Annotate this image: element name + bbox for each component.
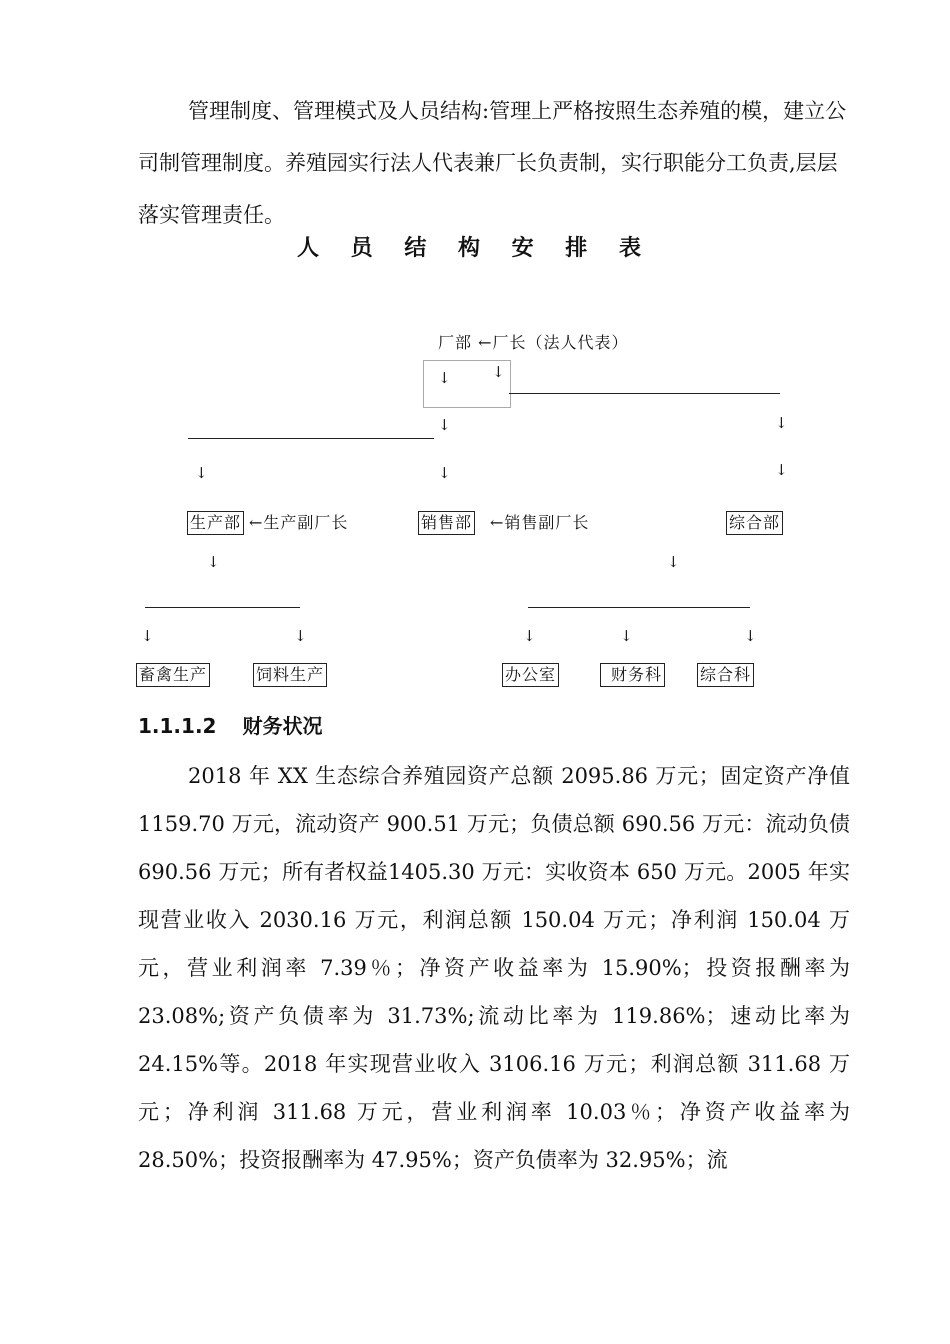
connector-line: [188, 438, 434, 439]
arrow-down-icon: ↓: [438, 464, 451, 482]
arrow-down-icon: ↓: [523, 627, 536, 645]
livestock-unit-box: 畜禽生产: [136, 663, 210, 687]
arrow-down-icon: ↓: [775, 461, 788, 479]
arrow-down-icon: ↓: [294, 627, 307, 645]
general-section-box: 综合科: [697, 663, 754, 687]
production-head-label: ←生产副厂长: [249, 513, 349, 532]
chart-title: 人 员 结 构 安 排 表: [297, 236, 653, 261]
arrow-down-icon: ↓: [438, 369, 451, 387]
arrow-down-icon: ↓: [744, 627, 757, 645]
sales-head-label: ←销售副厂长: [490, 513, 590, 532]
sales-dept-box: 销售部: [418, 511, 475, 535]
arrow-down-icon: ↓: [195, 464, 208, 482]
intro-paragraph: 管理制度、管理模式及人员结构:管理上严格按照生态养殖的模，建立公司制管理制度。养殖园实行法人代表兼厂长负责制，实行职能分工负责,层层落实管理责任。: [138, 99, 847, 227]
feed-unit-box: 饲料生产: [253, 663, 327, 687]
arrow-down-icon: ↓: [492, 363, 505, 381]
connector-line: [145, 607, 300, 608]
arrow-down-icon: ↓: [775, 414, 788, 432]
section-heading: [138, 710, 322, 739]
arrow-down-icon: ↓: [438, 416, 451, 434]
general-dept-box: 综合部: [726, 511, 783, 535]
connector-line: [509, 393, 780, 394]
factory-top-label: 厂部 ←厂长（法人代表）: [438, 333, 629, 352]
production-dept-box: 生产部: [187, 511, 244, 535]
section-number: 1.1.1.2: [138, 714, 217, 738]
finance-paragraph: 2018 年 XX 生态综合养殖园资产总额 2095.86 万元；固定资产净值 1159.70 万元，流动资产 900.51 万元；负债总额 690.56 万元：流动负债 690.56 万元；所有者权益1405.30 万元：实收资本 650 万元。2005 年实现营业收入 2030.16 万元，利润总额 150.04 万元；净利润 150.04 万元，营业利润率 7.39％；净资产收益率为 15.90%；投资报酬率为 23.08%;资产负债率为 31.73%;流动比率为 119.86%；速动比率为 24.15%等。2018 年实现营业收入 3106.16 万元；利润总额 311.68 万元；净利润 311.68 万元，营业利润率 10.03％；净资产收益率为 28.50%；投资报酬率为 47.95%；资产负债率为 32.95%；流: [138, 764, 850, 1172]
arrow-down-icon: ↓: [207, 553, 220, 571]
office-unit-box: 办公室: [502, 663, 559, 687]
arrow-down-icon: ↓: [667, 553, 680, 571]
finance-unit-box: 财务科: [600, 663, 665, 687]
section-title: 财务状况: [242, 714, 323, 738]
connector-line: [528, 607, 750, 608]
arrow-down-icon: ↓: [141, 627, 154, 645]
arrow-down-icon: ↓: [620, 627, 633, 645]
